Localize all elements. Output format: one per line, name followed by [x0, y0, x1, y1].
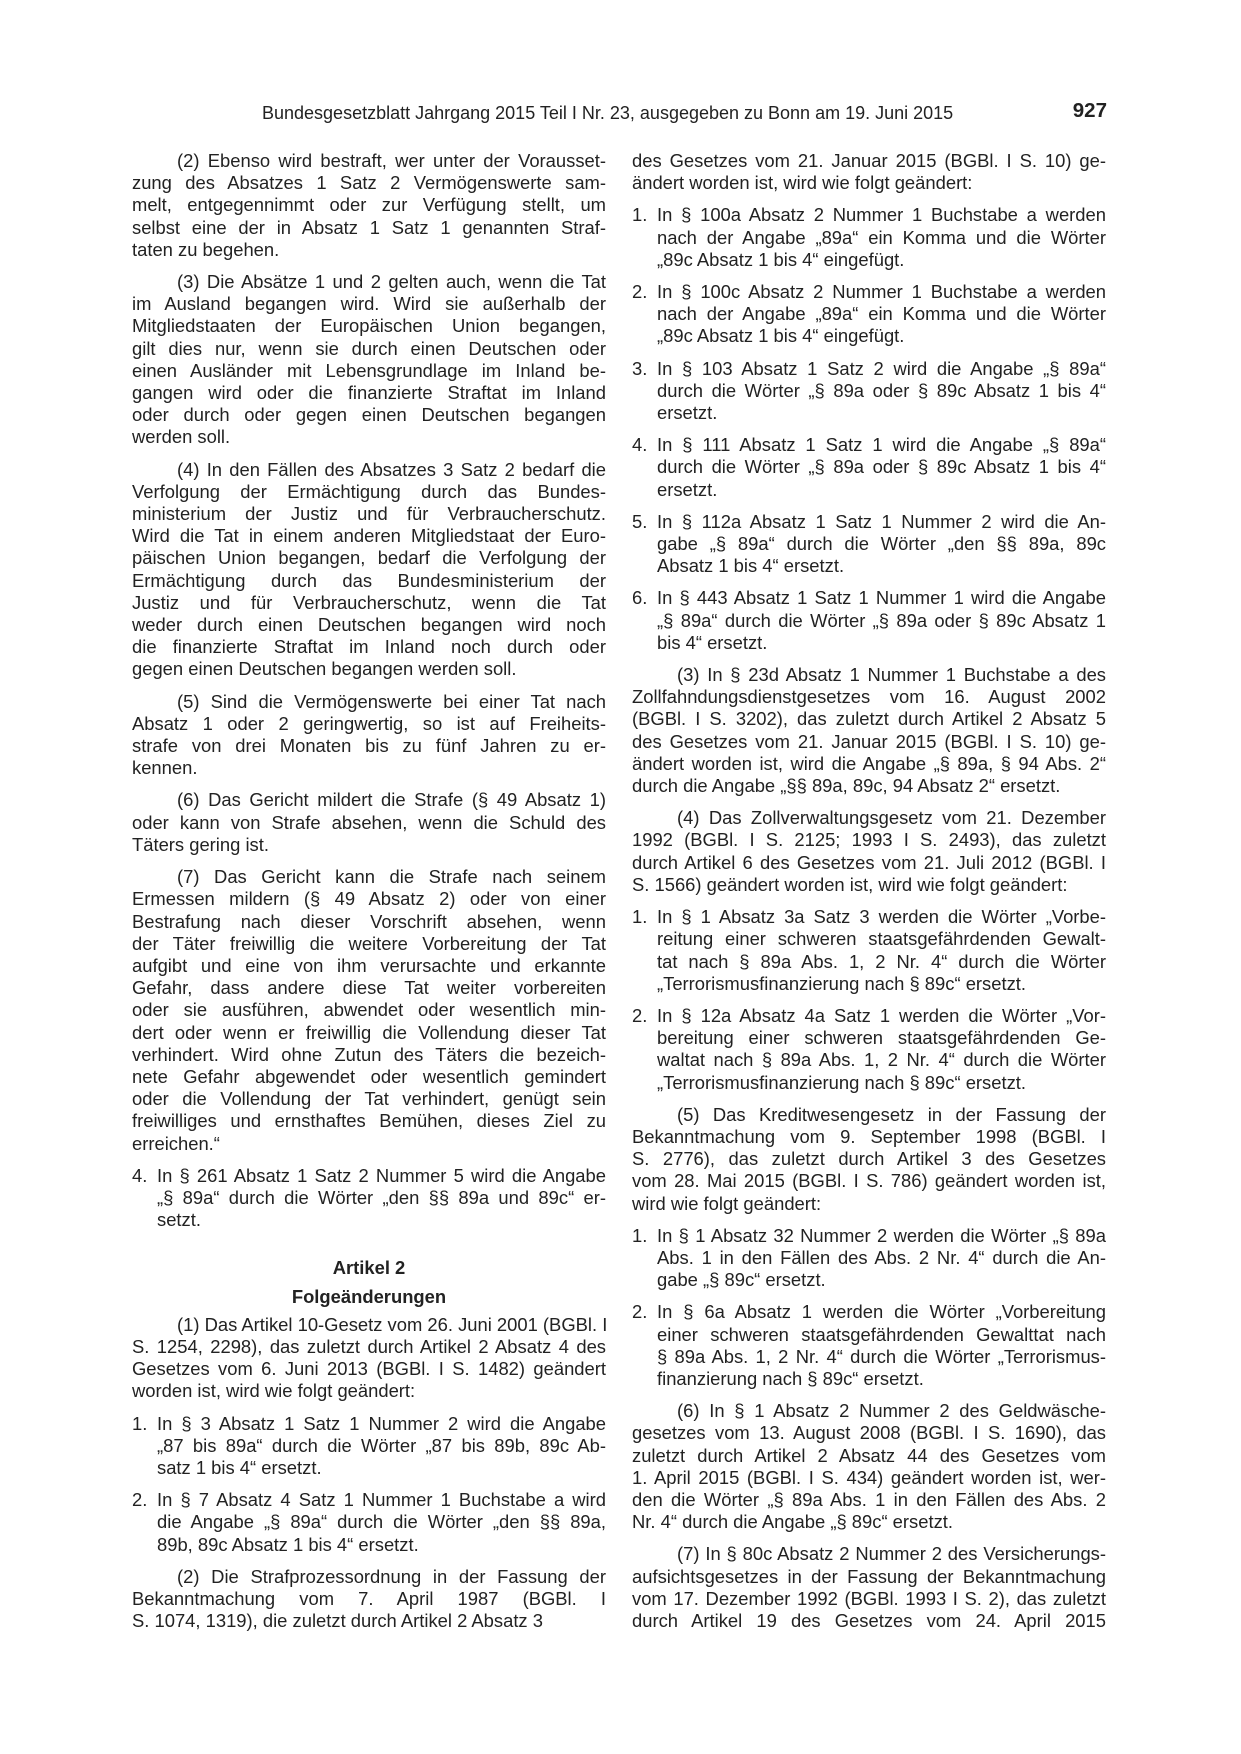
amendment-list: [632, 204, 1106, 654]
text-line: durch die Wörter „§ 89a oder § 89c Absatz 1 bis 4“: [657, 379, 1106, 401]
text-line: In § 112a Absatz 1 Satz 1 Nummer 2 wird die An-: [657, 510, 1106, 532]
text-line: dert oder wenn er freiwillig die Vollendung dieser Tat: [132, 1021, 606, 1043]
text-line: zuletzt durch Artikel 2 Absatz 44 des Gesetzes vom: [632, 1444, 1106, 1466]
text-line: durch Artikel 6 des Gesetzes vom 21. Juli 2012 (BGBl. I: [632, 851, 1106, 873]
paragraph: [132, 866, 606, 1155]
text-line: (BGBl. I S. 3202), das zuletzt durch Artikel 2 Absatz 5: [632, 708, 1106, 730]
paragraph: [132, 789, 606, 856]
text-line: die finanzierte Straftat im Inland noch durch oder: [132, 636, 606, 658]
text-line: den die Wörter „§ 89a Abs. 1 in den Fällen des Abs. 2: [632, 1488, 1106, 1510]
text-line: der Täter freiwillig die weitere Vorbereitung der Tat: [132, 932, 606, 954]
item-number: 4.: [132, 1164, 148, 1186]
paragraph: [132, 271, 606, 449]
amendment-list: [132, 1413, 606, 1556]
text-line: (4) Das Zollverwaltungsgesetz vom 21. Dezember: [677, 807, 1106, 829]
text-line: Bekanntmachung vom 7. April 1987 (BGBl. I: [132, 1587, 606, 1609]
text-line: aufsichtsgesetzes in der Fassung der Bekanntmachung: [632, 1565, 1106, 1587]
text-line: „§ 89a“ durch die Wörter „den §§ 89a und 89c“ er-: [157, 1186, 606, 1208]
text-line: In § 1 Absatz 32 Nummer 2 werden die Wörter „§ 89a: [657, 1224, 1106, 1246]
paragraph: [632, 807, 1106, 896]
text-line: taten zu begehen.: [132, 238, 280, 260]
text-line: im Ausland begangen wird. Wird sie außerhalb der: [132, 293, 606, 315]
text-line: (5) Das Kreditwesengesetz in der Fassung der: [677, 1103, 1106, 1125]
text-line: 89b, 89c Absatz 1 bis 4“ ersetzt.: [157, 1533, 419, 1555]
article-title: Folgeänderungen: [291, 1285, 447, 1307]
text-line: die Angabe „§ 89a“ durch die Wörter „den §§ 89a,: [157, 1511, 606, 1533]
text-line: „89c Absatz 1 bis 4“ eingefügt.: [657, 325, 905, 347]
text-line: In § 12a Absatz 4a Satz 1 werden die Wörter „Vor-: [657, 1004, 1106, 1026]
item-text: [657, 511, 1106, 578]
text-line: Verfolgung der Ermächtigung durch das Bundes-: [132, 480, 606, 502]
text-line: durch die Wörter „§ 89a oder § 89c Absatz 1 bis 4“: [657, 456, 1106, 478]
text-line: Ermessen mildern (§ 49 Absatz 2) oder von einer: [132, 888, 606, 910]
text-line: päischen Union begangen, bedarf die Verfolgung der: [132, 547, 606, 569]
page-number: 927: [1072, 99, 1107, 122]
text-line: weder durch einen Deutschen begangen wird noch: [132, 614, 606, 636]
text-line: (6) In § 1 Absatz 2 Nummer 2 des Geldwäsche-: [677, 1400, 1106, 1422]
text-line: einer schweren staatsgefährdenden Gewalttat nach: [657, 1323, 1106, 1345]
text-line: Mitgliedstaaten der Europäischen Union begangen,: [132, 315, 606, 337]
text-line: gabe „§ 89c“ ersetzt.: [657, 1269, 826, 1291]
text-line: oder kann von Strafe absehen, wenn die Schuld des: [132, 811, 606, 833]
item-number: 2.: [632, 1301, 648, 1323]
running-title: Bundesgesetzblatt Jahrgang 2015 Teil I Nr. 23, ausgegeben zu Bonn am 19. Juni 2015: [262, 103, 954, 123]
text-line: Abs. 1 in den Fällen des Abs. 2 Nr. 4“ durch die An-: [657, 1246, 1106, 1268]
text-line: durch die Angabe „§§ 89a, 89c, 94 Absatz 2“ ersetzt.: [632, 775, 1061, 797]
text-line: kennen.: [132, 757, 198, 779]
text-line: „Terrorismusfinanzierung nach § 89c“ ersetzt.: [657, 972, 1026, 994]
text-line: ändert worden ist, wird die Angabe „§ 89a, § 94 Abs. 2“: [632, 752, 1106, 774]
text-line: Absatz 1 bis 4“ ersetzt.: [657, 555, 845, 577]
list-item: [132, 1413, 606, 1480]
text-line: In § 103 Absatz 1 Satz 2 wird die Angabe „§ 89a“: [657, 357, 1106, 379]
right-column: [632, 150, 1106, 1642]
paragraph: [132, 1566, 606, 1633]
item-number: 1.: [632, 1224, 648, 1246]
text-line: gilt dies nur, wenn sie durch einen Deutschen oder: [132, 337, 606, 359]
list-item: [632, 1301, 1106, 1390]
list-item: [632, 1005, 1106, 1094]
list-item: [632, 358, 1106, 425]
text-line: Gesetzes vom 6. Juni 2013 (BGBl. I S. 1482) geändert: [132, 1358, 606, 1380]
item-text: [657, 1225, 1106, 1292]
text-line: satz 1 bis 4“ ersetzt.: [157, 1456, 322, 1478]
text-line: „§ 89a“ durch die Wörter „§ 89a oder § 89c Absatz 1: [657, 609, 1106, 631]
text-line: Bestrafung nach dieser Vorschrift absehen, wenn: [132, 910, 606, 932]
text-line: ändert worden ist, wird wie folgt geändert:: [632, 172, 973, 194]
list-item: [632, 281, 1106, 348]
text-line: melt, entgegennimmt oder zur Verfügung stellt, um: [132, 194, 606, 216]
item-text: [657, 281, 1106, 348]
item-text: [157, 1489, 606, 1556]
text-line: bereitung einer schweren staatsgefährdenden Ge-: [657, 1027, 1106, 1049]
item-text: [657, 358, 1106, 425]
text-line: S. 1254, 2298), das zuletzt durch Artikel 2 Absatz 4 des: [132, 1335, 606, 1357]
text-line: finanzierung nach § 89c“ ersetzt.: [657, 1367, 924, 1389]
text-line: nach der Angabe „89a“ ein Komma und die Wörter: [657, 226, 1106, 248]
text-line: In § 443 Absatz 1 Satz 1 Nummer 1 wird die Angabe: [657, 587, 1106, 609]
text-line: nach der Angabe „89a“ ein Komma und die Wörter: [657, 303, 1106, 325]
text-line: verhindert. Wird ohne Zutun des Täters die bezeich-: [132, 1043, 606, 1065]
item-number: 2.: [132, 1489, 148, 1511]
text-line: bis 4“ ersetzt.: [657, 631, 768, 653]
text-line: (1) Das Artikel 10-Gesetz vom 26. Juni 2001 (BGBl. I: [177, 1313, 608, 1335]
text-line: S. 1074, 1319), die zuletzt durch Artikel 2 Absatz 3: [132, 1610, 543, 1632]
item-text: [157, 1165, 606, 1232]
text-line: (6) Das Gericht mildert die Strafe (§ 49 Absatz 1): [177, 789, 606, 811]
text-line: Wird die Tat in einem anderen Mitgliedstaat der Euro-: [132, 525, 606, 547]
text-line: S. 2776), das zuletzt durch Artikel 3 des Gesetzes: [632, 1148, 1106, 1170]
text-line: (2) Ebenso wird bestraft, wer unter der Vorausset-: [177, 150, 606, 171]
left-column: [132, 150, 606, 1642]
text-line: Absatz 1 oder 2 geringwertig, so ist auf Freiheits-: [132, 712, 606, 734]
text-line: freiwilliges und ernsthaftes Bemühen, dieses Ziel zu: [132, 1110, 606, 1132]
text-line: ersetzt.: [657, 478, 718, 500]
text-line: (4) In den Fällen des Absatzes 3 Satz 2 bedarf die: [177, 458, 606, 480]
text-line: 1. April 2015 (BGBl. I S. 434) geändert worden ist, wer-: [632, 1466, 1106, 1488]
text-line: des Gesetzes vom 21. Januar 2015 (BGBl. I S. 10) ge-: [632, 730, 1106, 752]
item-number: 1.: [632, 204, 648, 226]
text-line: Bekanntmachung vom 9. September 1998 (BGBl. I: [632, 1125, 1106, 1147]
article-number: Artikel 2: [332, 1257, 406, 1279]
list-item: [632, 587, 1106, 654]
item-number: 5.: [632, 510, 648, 532]
text-line: „87 bis 89a“ durch die Wörter „87 bis 89b, 89c Ab-: [157, 1434, 606, 1456]
paragraph: [132, 1314, 606, 1403]
list-item: [132, 1165, 606, 1232]
text-line: In § 1 Absatz 3a Satz 3 werden die Wörter „Vorbe-: [657, 906, 1106, 928]
text-line: oder durch oder gegen einen Deutschen begangen: [132, 404, 606, 426]
item-text: [157, 1413, 606, 1480]
list-item: [132, 1489, 606, 1556]
text-line: vom 28. Mai 2015 (BGBl. I S. 786) geändert worden ist,: [632, 1170, 1106, 1192]
list-item: [632, 204, 1106, 271]
paragraph: [632, 1104, 1106, 1215]
text-line: Täters gering ist.: [132, 833, 269, 855]
text-line: (5) Sind die Vermögenswerte bei einer Tat nach: [177, 690, 606, 712]
item-text: [657, 1005, 1106, 1094]
text-line: gesetzes vom 13. August 2008 (BGBl. I S. 1690), das: [632, 1422, 1106, 1444]
list-item: [632, 1225, 1106, 1292]
text-line: vom 17. Dezember 1992 (BGBl. 1993 I S. 2), das zuletzt: [632, 1587, 1106, 1609]
text-line: werden soll.: [132, 426, 231, 448]
text-line: In § 261 Absatz 1 Satz 2 Nummer 5 wird die Angabe: [157, 1164, 606, 1186]
paragraph: [632, 1543, 1106, 1632]
item-number: 2.: [632, 281, 648, 303]
list-item: [632, 511, 1106, 578]
item-number: 1.: [632, 906, 648, 928]
text-line: oder die Vollendung der Tat verhindert, genügt sein: [132, 1088, 606, 1110]
text-line: In § 111 Absatz 1 Satz 1 wird die Angabe „§ 89a“: [657, 434, 1106, 456]
paragraph: [632, 664, 1106, 797]
text-line: S. 1566) geändert worden ist, wird wie folgt geändert:: [632, 873, 1068, 895]
amendment-list: [132, 1165, 606, 1232]
amendment-list: [632, 1225, 1106, 1390]
list-item: [632, 906, 1106, 995]
item-number: 3.: [632, 357, 648, 379]
text-line: In § 6a Absatz 1 werden die Wörter „Vorbereitung: [657, 1301, 1106, 1323]
text-line: einen Ausländer mit Lebensgrundlage im Inland be-: [132, 359, 606, 381]
text-line: nete Gefahr abgewendet oder wesentlich gemindert: [132, 1065, 606, 1087]
item-text: [657, 204, 1106, 271]
text-line: Gefahr, dass andere diese Tat weiter vorbereiten: [132, 977, 606, 999]
text-line: reitung einer schweren staatsgefährdenden Gewalt-: [657, 928, 1106, 950]
text-line: In § 3 Absatz 1 Satz 1 Nummer 2 wird die Angabe: [157, 1412, 606, 1434]
item-number: 2.: [632, 1004, 648, 1026]
text-line: (3) Die Absätze 1 und 2 gelten auch, wenn die Tat: [177, 271, 606, 293]
text-line: Ermächtigung durch das Bundesministerium der: [132, 569, 606, 591]
item-number: 4.: [632, 434, 648, 456]
text-line: (7) In § 80c Absatz 2 Nummer 2 des Versicherungs-: [677, 1543, 1106, 1565]
paragraph-continuation: [632, 150, 1106, 194]
item-text: [657, 434, 1106, 501]
text-line: Justiz und für Verbraucherschutz, wenn die Tat: [132, 591, 606, 613]
text-line: In § 100c Absatz 2 Nummer 1 Buchstabe a werden: [657, 281, 1106, 303]
text-line: gegen einen Deutschen begangen werden soll.: [132, 658, 517, 680]
text-line: (7) Das Gericht kann die Strafe nach seinem: [177, 866, 606, 888]
paragraph: [632, 1400, 1106, 1533]
text-line: Zollfahndungsdienstgesetzes vom 16. August 2002: [632, 686, 1106, 708]
text-line: worden ist, wird wie folgt geändert:: [132, 1380, 416, 1402]
text-line: § 89a Abs. 1, 2 Nr. 4“ durch die Wörter „Terrorismus-: [657, 1345, 1106, 1367]
text-line: des Gesetzes vom 21. Januar 2015 (BGBl. I S. 10) ge-: [632, 150, 1106, 171]
text-line: ersetzt.: [657, 402, 718, 424]
text-line: gabe „§ 89a“ durch die Wörter „den §§ 89a, 89c: [657, 533, 1106, 555]
item-number: 6.: [632, 587, 648, 609]
text-line: (2) Die Strafprozessordnung in der Fassung der: [177, 1565, 606, 1587]
text-line: (3) In § 23d Absatz 1 Nummer 1 Buchstabe a des: [677, 664, 1106, 686]
amendment-list: [632, 906, 1106, 1094]
text-line: „89c Absatz 1 bis 4“ eingefügt.: [657, 248, 905, 270]
item-text: [657, 1301, 1106, 1390]
text-line: selbst eine der in Absatz 1 Satz 1 genannten Straf-: [132, 216, 606, 238]
text-line: oder sie ausführen, abwendet oder wesentlich min-: [132, 999, 606, 1021]
paragraph: [132, 459, 606, 681]
item-text: [657, 906, 1106, 995]
text-line: gangen wird oder die finanzierte Straftat im Inland: [132, 382, 606, 404]
text-line: „Terrorismusfinanzierung nach § 89c“ ersetzt.: [657, 1071, 1026, 1093]
text-line: tat nach § 89a Abs. 1, 2 Nr. 4“ durch die Wörter: [657, 950, 1106, 972]
text-line: 1992 (BGBl. I S. 2125; 1993 I S. 2493), das zuletzt: [632, 829, 1106, 851]
list-item: [632, 434, 1106, 501]
text-line: In § 7 Absatz 4 Satz 1 Nummer 1 Buchstabe a wird: [157, 1489, 606, 1511]
paragraph: [132, 691, 606, 780]
text-line: durch Artikel 19 des Gesetzes vom 24. April 2015: [632, 1609, 1106, 1631]
text-line: erreichen.“: [132, 1132, 220, 1154]
item-number: 1.: [132, 1412, 148, 1434]
text-line: ministerium der Justiz und für Verbraucherschutz.: [132, 503, 606, 525]
text-line: In § 100a Absatz 2 Nummer 1 Buchstabe a werden: [657, 204, 1106, 226]
text-line: wird wie folgt geändert:: [632, 1192, 822, 1214]
text-line: setzt.: [157, 1209, 201, 1231]
item-text: [657, 587, 1106, 654]
text-line: strafe von drei Monaten bis zu fünf Jahren zu er-: [132, 735, 606, 757]
text-line: Nr. 4“ durch die Angabe „§ 89c“ ersetzt.: [632, 1511, 953, 1533]
text-line: aufgibt und eine von ihm verursachte und erkannte: [132, 954, 606, 976]
page-header: [262, 100, 1107, 126]
text-line: zung des Absatzes 1 Satz 2 Vermögenswerte sam-: [132, 172, 606, 194]
text-line: waltat nach § 89a Abs. 1, 2 Nr. 4“ durch die Wörter: [657, 1049, 1106, 1071]
paragraph: [132, 150, 606, 261]
